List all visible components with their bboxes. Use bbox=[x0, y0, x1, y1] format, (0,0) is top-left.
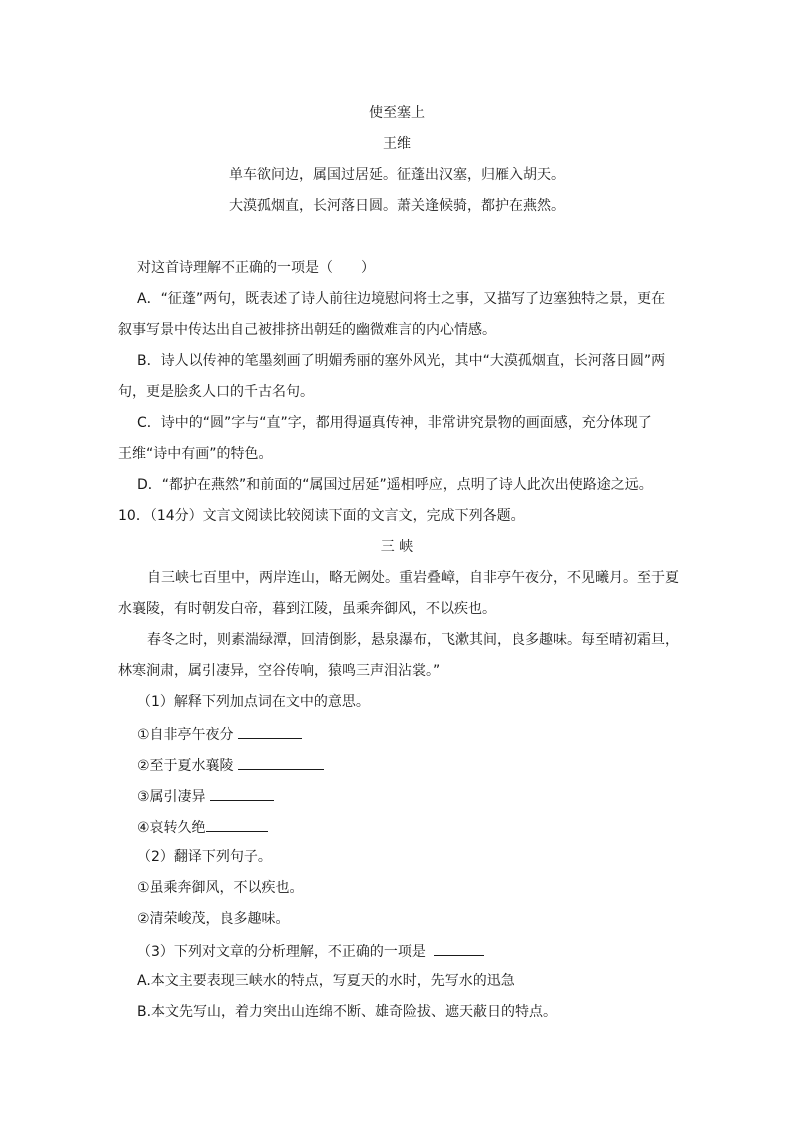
poem-line-1: 单车欲问边，属国过居延。征蓬出汉塞，归雁入胡天。 bbox=[229, 167, 565, 183]
question-10-header: 10．（14分）文言文阅读比较阅读下面的文言文，完成下列各题。 bbox=[118, 508, 525, 524]
word-item-3-text: ③属引凄异 bbox=[137, 789, 206, 805]
answer-blank-4[interactable] bbox=[206, 817, 268, 832]
passage-para-2-line-1: 春冬之时，则素湍绿潭，回清倒影，悬泉瀑布，飞漱其间，良多趣味。每至晴初霜旦， bbox=[147, 632, 679, 648]
word-item-1-text: ①自非亭午夜分 bbox=[137, 727, 234, 743]
word-item-2 bbox=[137, 755, 324, 775]
passage-title: 三 峡 bbox=[380, 539, 414, 555]
word-item-1 bbox=[137, 724, 302, 744]
answer-blank-5[interactable] bbox=[434, 941, 484, 956]
poem-author: 王维 bbox=[383, 136, 411, 152]
poem-line-2: 大漠孤烟直，长河落日圆。萧关逢候骑，都护在燕然。 bbox=[229, 198, 565, 214]
passage-para-1-line-1: 自三峡七百里中，两岸连山，略无阙处。重岩叠嶂，自非亭午夜分，不见曦月。至于夏 bbox=[147, 570, 679, 586]
sub-question-1: （1）解释下列加点词在文中的意思。 bbox=[137, 694, 370, 710]
option-d: D．“都护在燕然”和前面的“属国过居延”遥相呼应，点明了诗人此次出使路途之远。 bbox=[137, 477, 653, 493]
word-item-2-text: ②至于夏水襄陵 bbox=[137, 758, 234, 774]
option-b-line-1: B．诗人以传神的笔墨刻画了明媚秀丽的塞外风光，其中“大漠孤烟直，长河落日圆”两 bbox=[137, 353, 666, 369]
answer-blank-1[interactable] bbox=[238, 724, 302, 739]
answer-blank-2[interactable] bbox=[238, 755, 324, 770]
option-c-line-2: 王维“诗中有画”的特色。 bbox=[118, 446, 273, 462]
option-c-line-1: C．诗中的“圆”字与“直”字，都用得逼真传神，非常讲究景物的画面感，充分体现了 bbox=[137, 415, 652, 431]
sub-question-2: （2）翻译下列句子。 bbox=[137, 849, 272, 865]
word-item-3 bbox=[137, 786, 274, 806]
translate-item-1: ①虽乘奔御风，不以疾也。 bbox=[137, 880, 304, 896]
translate-item-2: ②清荣峻茂，良多趣味。 bbox=[137, 911, 290, 927]
word-item-4-text: ④哀转久绝 bbox=[137, 820, 206, 836]
question-stem: 对这首诗理解不正确的一项是（ ） bbox=[137, 260, 375, 276]
passage-para-1-line-2: 水襄陵，有时朝发白帝，暮到江陵，虽乘奔御风，不以疾也。 bbox=[118, 601, 496, 617]
analysis-option-b: B.本文先写山，着力突出山连绵不断、雄奇险拔、遮天蔽日的特点。 bbox=[137, 1004, 558, 1020]
word-item-4 bbox=[137, 817, 268, 837]
option-a-line-2: 叙事写景中传达出自己被排挤出朝廷的幽微难言的内心情感。 bbox=[118, 322, 496, 338]
sub-question-3 bbox=[137, 941, 484, 961]
answer-blank-3[interactable] bbox=[210, 786, 274, 801]
passage-para-2-line-2: 林寒涧肃，属引凄异，空谷传响，猿鸣三声泪沾裳。” bbox=[118, 663, 441, 679]
sub-question-3-text: （3）下列对文章的分析理解，不正确的一项是 bbox=[137, 944, 426, 960]
option-a-line-1: A．“征蓬”两句，既表述了诗人前往边境慰问将士之事，又描写了边塞独特之景，更在 bbox=[137, 291, 666, 307]
poem-title: 使至塞上 bbox=[369, 105, 425, 121]
option-b-line-2: 句，更是脍炙人口的千古名句。 bbox=[118, 384, 314, 400]
analysis-option-a: A.本文主要表现三峡水的特点，写夏天的水时，先写水的迅急 bbox=[137, 973, 515, 989]
